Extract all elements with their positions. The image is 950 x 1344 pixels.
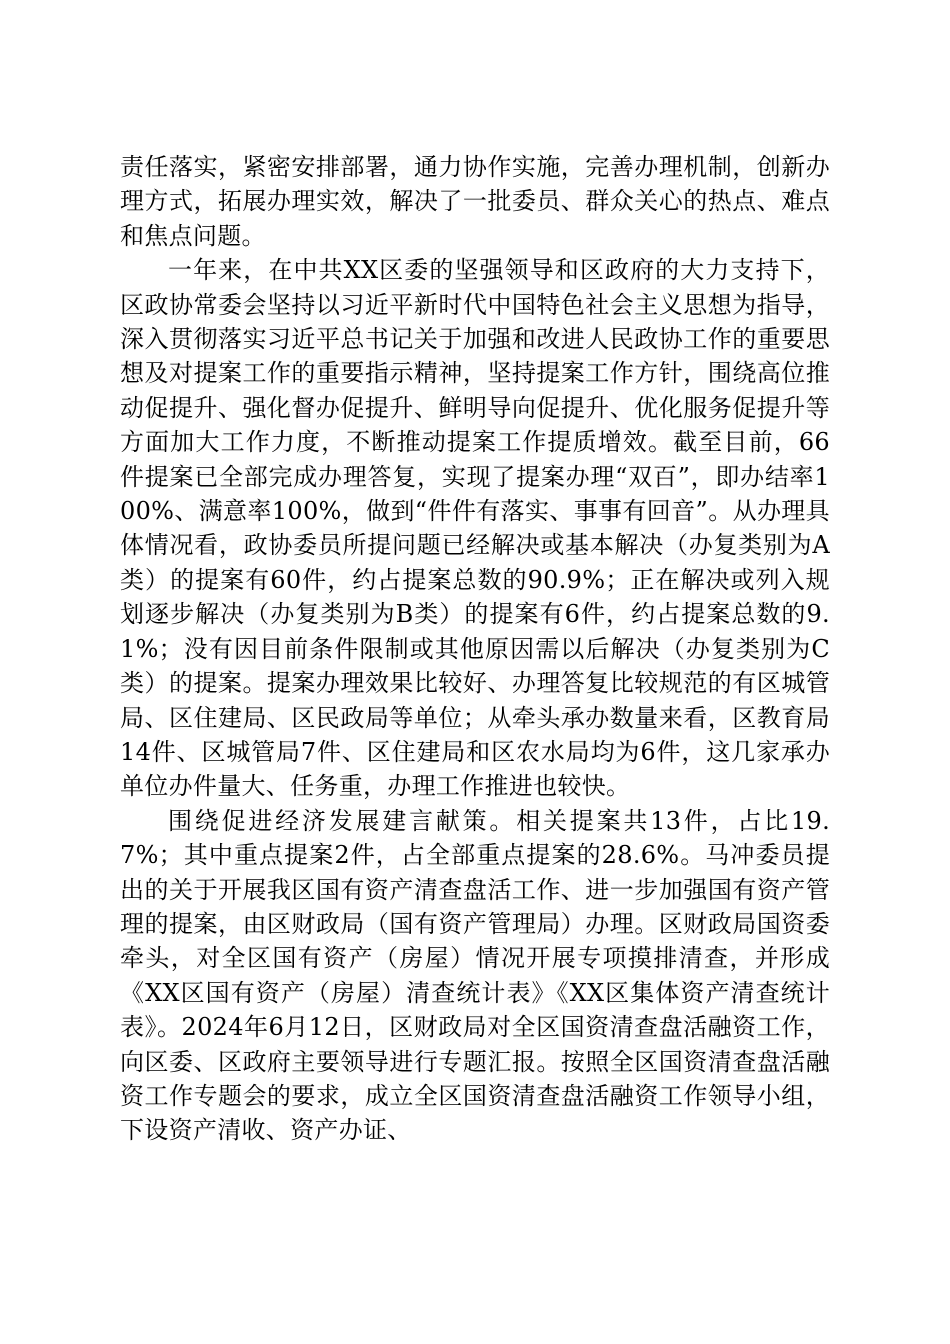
document-body	[120, 150, 830, 1148]
paragraph-continuation: 责任落实，紧密安排部署，通力协作实施，完善办理机制，创新办理方式，拓展办理实效，解决了一批委员、群众关心的热点、难点和焦点问题。	[120, 153, 830, 250]
paragraph-economic-development: 围绕促进经济发展建言献策。相关提案共13件，占比19.7%；其中重点提案2件，占全部重点提案的28.6%。马冲委员提出的关于开展我区国有资产清查盘活工作、进一步加强国有资产管理的提案，由区财政局（国有资产管理局）办理。区财政局国资委牵头，对全区国有资产（房屋）情况开展专项摸排清查，并形成《XX区国有资产（房屋）清查统计表》《XX区集体资产清查统计表》。2024年6月12日，区财政局对全区国资清查盘活融资工作，向区委、区政府主要领导进行专题汇报。按照全区国资清查盘活融资工作专题会的要求，成立全区国资清查盘活融资工作领导小组，下设资产清收、资产办证、	[120, 806, 830, 1145]
paragraph-annual-summary: 一年来，在中共XX区委的坚强领导和区政府的大力支持下，区政协常委会坚持以习近平新时代中国特色社会主义思想为指导，深入贯彻落实习近平总书记关于加强和改进人民政协工作的重要思想及对提案工作的重要指示精神，坚持提案工作方针，围绕高位推动促提升、强化督办促提升、鲜明导向促提升、优化服务促提升等方面加大工作力度，不断推动提案工作提质增效。截至目前，66件提案已全部完成办理答复，实现了提案办理“双百”，即办结率100%、满意率100%，做到“件件有落实、事事有回音”。从办理具体情况看，政协委员所提问题已经解决或基本解决（办复类别为A类）的提案有60件，约占提案总数的90.9%；正在解决或列入规划逐步解决（办复类别为B类）的提案有6件，约占提案总数的9.1%；没有因目前条件限制或其他原因需以后解决（办复类别为C类）的提案。提案办理效果比较好、办理答复比较规范的有区城管局、区住建局、区民政局等单位；从牵头承办数量来看，区教育局14件、区城管局7件、区住建局和区农水局均为6件，这几家承办单位办件量大、任务重，办理工作推进也较快。	[120, 256, 830, 801]
